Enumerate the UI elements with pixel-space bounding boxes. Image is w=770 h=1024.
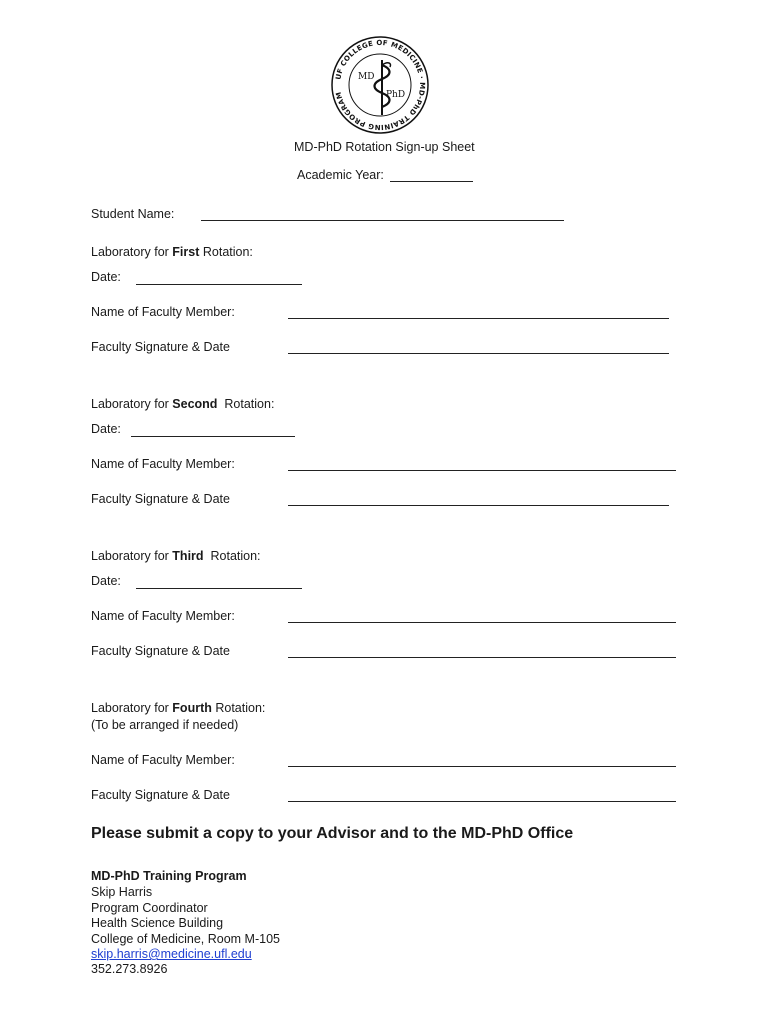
- second-signature-label: Faculty Signature & Date: [91, 492, 230, 506]
- rotation-suffix: Rotation:: [199, 245, 253, 259]
- second-faculty-field[interactable]: [288, 470, 676, 471]
- student-name-label: Student Name:: [91, 207, 175, 221]
- rotation-prefix: Laboratory for: [91, 397, 173, 411]
- logo-phd: PhD: [386, 90, 406, 100]
- rotation-prefix: Laboratory for: [91, 701, 173, 715]
- first-signature-label: Faculty Signature & Date: [91, 340, 230, 354]
- student-name-field[interactable]: [201, 220, 564, 221]
- contact-email-link[interactable]: skip.harris@medicine.ufl.edu: [91, 947, 252, 961]
- rotation-ordinal: Fourth: [172, 701, 212, 715]
- fourth-faculty-label: Name of Faculty Member:: [91, 753, 235, 767]
- first-signature-field[interactable]: [288, 353, 669, 354]
- academic-year-field[interactable]: [390, 181, 473, 182]
- fourth-rotation-heading: [91, 701, 265, 715]
- third-date-label: Date:: [91, 574, 121, 588]
- fourth-signature-field[interactable]: [288, 801, 676, 802]
- third-faculty-label: Name of Faculty Member:: [91, 609, 235, 623]
- logo-ring-text: UF COLLEGE OF MEDICINE · MD-PhD TRAINING PROGRAM: [334, 38, 427, 132]
- contact-role: Program Coordinator: [91, 901, 208, 915]
- contact-program: MD-PhD Training Program: [91, 869, 247, 883]
- logo-md: MD: [358, 72, 375, 82]
- rotation-prefix: Laboratory for: [91, 549, 173, 563]
- second-date-field[interactable]: [131, 436, 295, 437]
- rotation-suffix: Rotation:: [211, 701, 266, 715]
- contact-phone: 352.273.8926: [91, 962, 168, 976]
- fourth-rotation-note: (To be arranged if needed): [91, 718, 239, 732]
- svg-text:UF COLLEGE OF MEDICINE · MD-Ph: [334, 39, 426, 131]
- first-faculty-label: Name of Faculty Member:: [91, 305, 235, 319]
- rotation-ordinal: Second: [172, 397, 218, 411]
- fourth-faculty-field[interactable]: [288, 766, 676, 767]
- third-signature-field[interactable]: [288, 657, 676, 658]
- fourth-signature-label: Faculty Signature & Date: [91, 788, 230, 802]
- second-faculty-label: Name of Faculty Member:: [91, 457, 235, 471]
- third-rotation-heading: [91, 549, 261, 563]
- third-faculty-field[interactable]: [288, 622, 676, 623]
- contact-building: Health Science Building: [91, 916, 224, 930]
- second-rotation-heading: [91, 397, 274, 411]
- contact-room: College of Medicine, Room M-105: [91, 932, 280, 946]
- second-date-label: Date:: [91, 422, 121, 436]
- rotation-suffix: Rotation:: [203, 549, 261, 563]
- rotation-prefix: Laboratory for: [91, 245, 173, 259]
- third-signature-label: Faculty Signature & Date: [91, 644, 230, 658]
- rotation-suffix: Rotation:: [217, 397, 275, 411]
- academic-year-label: Academic Year:: [297, 168, 384, 182]
- third-date-field[interactable]: [136, 588, 302, 589]
- first-rotation-heading: [91, 245, 253, 259]
- first-date-label: Date:: [91, 270, 121, 284]
- rotation-ordinal: Third: [172, 549, 204, 563]
- rotation-ordinal: First: [172, 245, 200, 259]
- contact-name: Skip Harris: [91, 885, 153, 899]
- form-title: MD-PhD Rotation Sign-up Sheet: [294, 140, 475, 154]
- first-date-field[interactable]: [136, 284, 302, 285]
- second-signature-field[interactable]: [288, 505, 669, 506]
- submit-instruction: Please submit a copy to your Advisor and to the MD-PhD Office: [91, 825, 574, 842]
- first-faculty-field[interactable]: [288, 318, 669, 319]
- md-phd-seal-logo: [330, 35, 430, 135]
